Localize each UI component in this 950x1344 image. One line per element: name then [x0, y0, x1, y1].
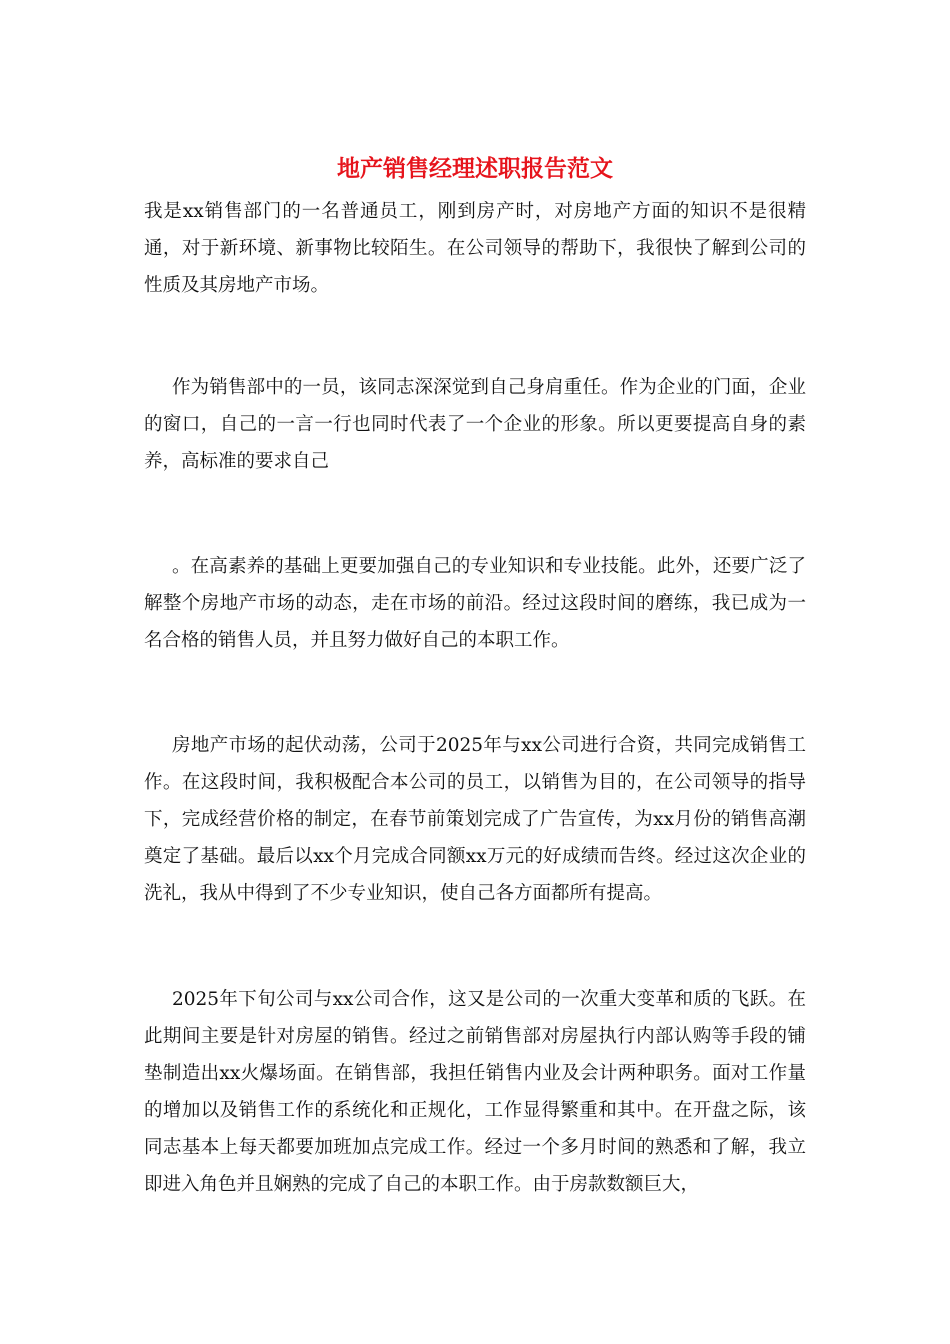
paragraph-4: 房地产市场的起伏动荡，公司于2025年与xx公司进行合资，共同完成销售工作。在这段时间，我积极配合本公司的员工，以销售为目的，在公司领导的指导下，完成经营价格的制定，在春节前策划完成了广告宣传，为xx月份的销售高潮奠定了基础。最后以xx个月完成合同额xx万元的好成绩而告终。经过这次企业的洗礼，我从中得到了不少专业知识，使自己各方面都所有提高。: [144, 735, 806, 904]
paragraph-2: 作为销售部中的一员，该同志深深觉到自己身肩重任。作为企业的门面，企业的窗口，自己的一言一行也同时代表了一个企业的形象。所以更要提高自身的素养，高标准的要求自己: [144, 377, 806, 472]
document-title: 地产销售经理述职报告范文: [337, 155, 613, 182]
paragraph-5: 2025年下旬公司与xx公司合作，这又是公司的一次重大变革和质的飞跃。在此期间主要是针对房屋的销售。经过之前销售部对房屋执行内部认购等手段的铺垫制造出xx火爆场面。在销售部，我担任销售内业及会计两种职务。面对工作量的增加以及销售工作的系统化和正规化，工作显得繁重和其中。在开盘之际，该同志基本上每天都要加班加点完成工作。经过一个多月时间的熟悉和了解，我立即进入角色并且娴熟的完成了自己的本职工作。由于房款数额巨大，: [144, 989, 806, 1195]
paragraph-1: 我是xx销售部门的一名普通员工，刚到房产时，对房地产方面的知识不是很精通，对于新环境、新事物比较陌生。在公司领导的帮助下，我很快了解到公司的性质及其房地产市场。: [144, 201, 806, 296]
paragraph-3: 。在高素养的基础上更要加强自己的专业知识和专业技能。此外，还要广泛了解整个房地产市场的动态，走在市场的前沿。经过这段时间的磨练，我已成为一名合格的销售人员，并且努力做好自己的本职工作。: [144, 556, 806, 651]
